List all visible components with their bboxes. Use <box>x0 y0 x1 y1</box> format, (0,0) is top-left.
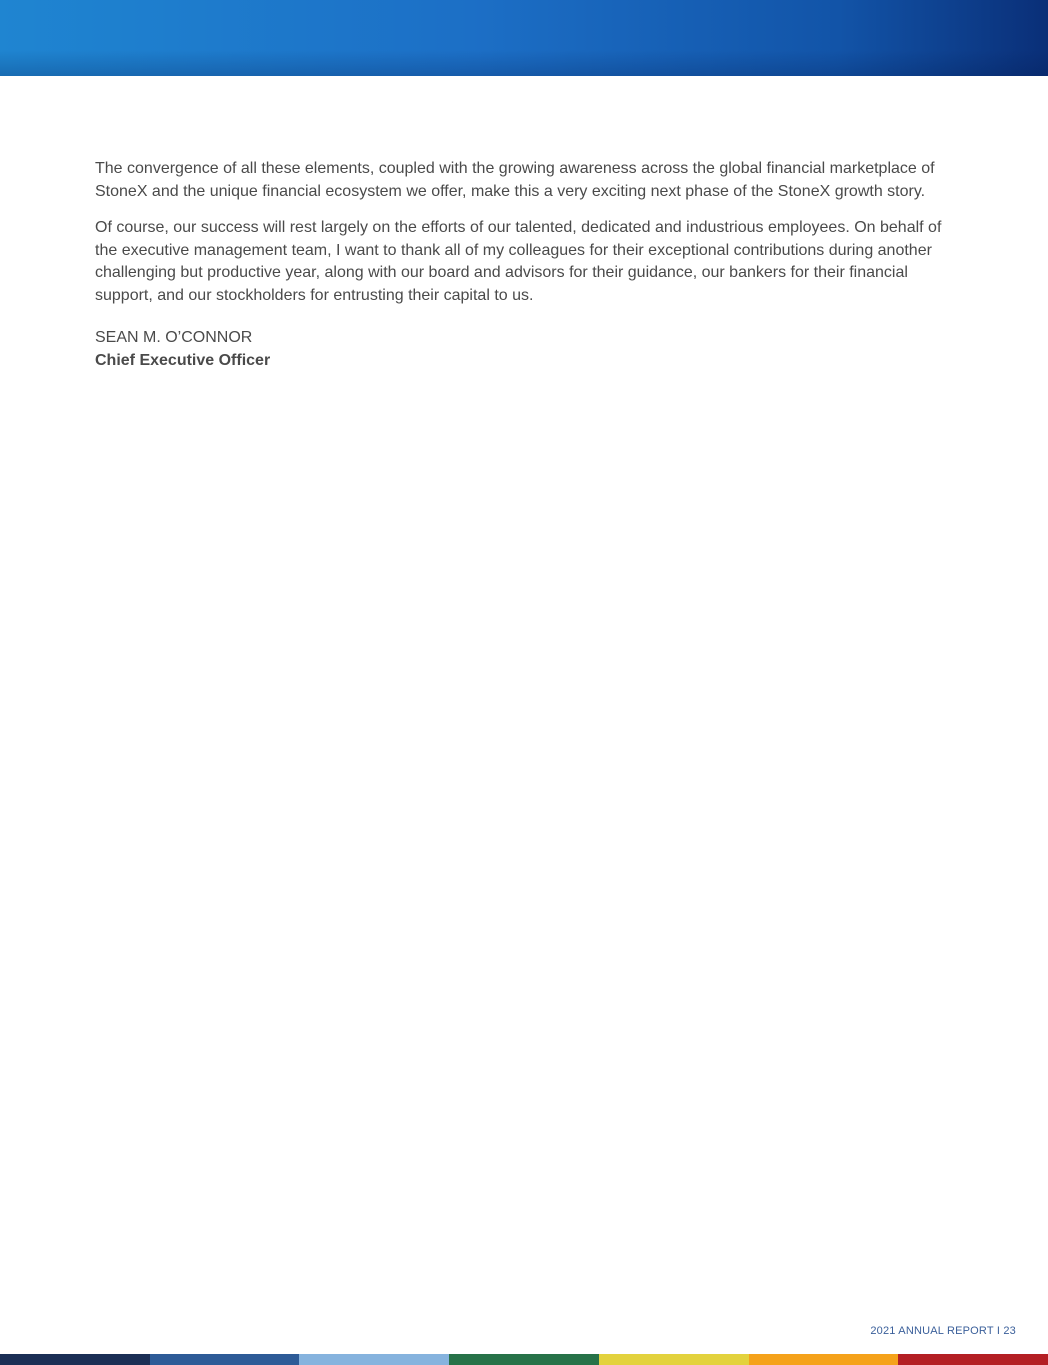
paragraph-convergence: The convergence of all these elements, coupled with the growing awareness across the global financial marketplace of StoneX and the unique financial ecosystem we offer, make this a very exciting next phase of the StoneX growth story. <box>95 160 935 200</box>
signatory-title: Chief Executive Officer <box>95 351 271 369</box>
stripe-segment <box>898 1354 1048 1365</box>
letter-body <box>95 158 955 372</box>
header-band <box>0 0 1048 76</box>
stripe-segment <box>749 1354 899 1365</box>
stripe-segment <box>150 1354 300 1365</box>
stripe-segment <box>0 1354 150 1365</box>
paragraph-thanks: Of course, our success will rest largely on the efforts of our talented, dedicated and industrious employees. On behalf of the executive management team, I want to thank all of my colleagues for their exceptional contributions during another challenging but productive year, along with our board and advisors for their guidance, our bankers for their financial support, and our stockholders for entrusting their capital to us. <box>95 219 942 304</box>
stripe-segment <box>449 1354 599 1365</box>
footer-color-stripe <box>0 1354 1048 1365</box>
page-footer-label: 2021 ANNUAL REPORT I 23 <box>870 1325 1016 1337</box>
stripe-segment <box>599 1354 749 1365</box>
signature-block <box>95 326 955 372</box>
signatory-name: SEAN M. O’CONNOR <box>95 328 253 346</box>
stripe-segment <box>299 1354 449 1365</box>
